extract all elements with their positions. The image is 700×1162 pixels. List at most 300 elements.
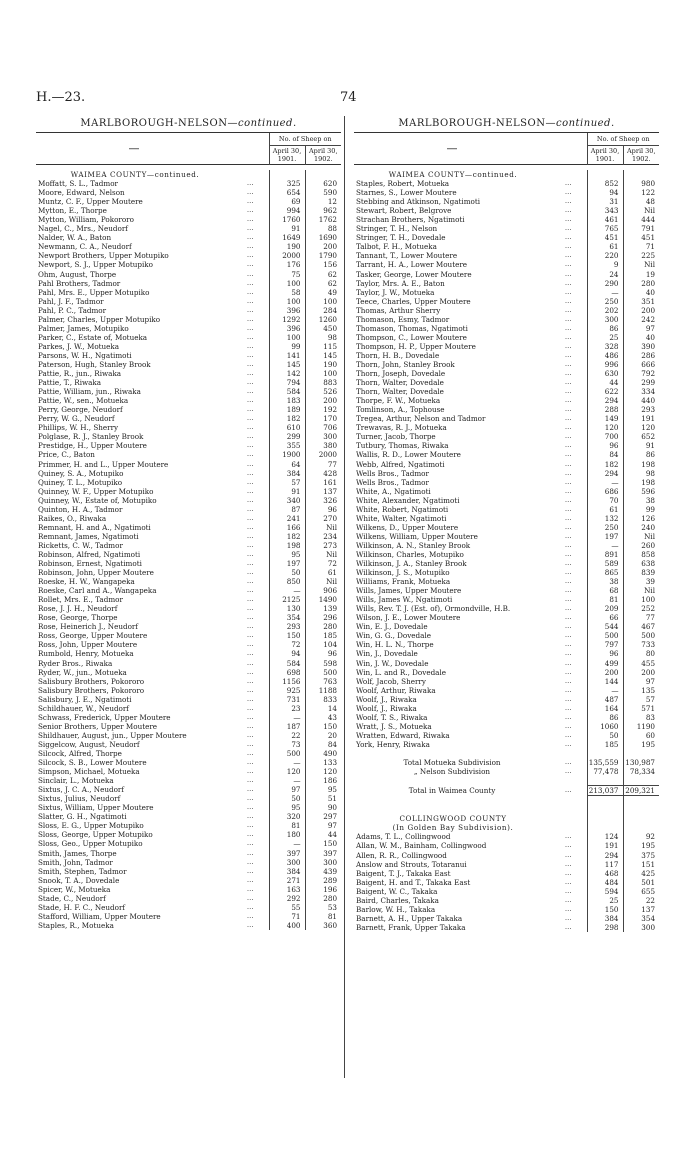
- spacer: [623, 823, 659, 832]
- leader-dots: ...: [246, 549, 254, 558]
- sheep-1901: 68: [587, 586, 623, 595]
- table-row: [36, 306, 341, 315]
- owner-name: Thomas, Arthur Sherry: [356, 305, 441, 315]
- total-nelson-row: [354, 767, 659, 776]
- table-row: [354, 387, 659, 396]
- leader-dots: ...: [564, 296, 572, 305]
- sheep-1902: 198: [623, 478, 659, 487]
- leader-dots: ...: [246, 920, 254, 929]
- sheep-1901: 187: [269, 722, 305, 731]
- leader-dots: ...: [564, 649, 572, 658]
- sheep-1902: 104: [305, 640, 341, 649]
- sheep-1901: 95: [269, 803, 305, 812]
- table-row: [36, 849, 341, 858]
- sheep-1901: 198: [269, 541, 305, 550]
- spacer: [550, 749, 587, 758]
- table-row: [36, 505, 341, 514]
- table-row: [354, 224, 659, 233]
- owner-name: Barnett, A. H., Upper Takaka: [356, 913, 463, 923]
- leader-dots: ...: [246, 794, 254, 803]
- sheep-1901: 81: [269, 821, 305, 830]
- total-county-1902: 209,321: [623, 786, 659, 796]
- owner-name: Turner, Jacob, Thorpe: [356, 432, 436, 442]
- sheep-1901: 220: [587, 251, 623, 260]
- sheep-1901: 630: [587, 369, 623, 378]
- sheep-1901: 96: [587, 441, 623, 450]
- owner-name: Wilkens, William, Upper Moutere: [356, 531, 478, 541]
- sheep-1902: 96: [305, 649, 341, 658]
- sheep-1901: —: [587, 541, 623, 550]
- table-row: [36, 821, 341, 830]
- total-motueka-1901: 135,559: [587, 758, 623, 767]
- leader-dots: ...: [564, 595, 572, 604]
- leader-dots: ...: [246, 341, 254, 350]
- sheep-1902: 126: [623, 514, 659, 523]
- table-row: [354, 887, 659, 896]
- table-row: [354, 514, 659, 523]
- owner-name: Thorn, John, Stanley Brook: [356, 359, 455, 369]
- sheep-1902: 280: [623, 279, 659, 288]
- owner-name: Thorn, Walter, Dovedale: [356, 378, 444, 388]
- table-row: [36, 767, 341, 776]
- sheep-1902: 186: [305, 776, 341, 785]
- leader-dots: ...: [246, 857, 254, 866]
- table-row: [36, 622, 341, 631]
- leader-dots: ...: [564, 495, 572, 504]
- leader-dots: ...: [564, 913, 572, 922]
- leader-dots: ...: [564, 540, 572, 549]
- leader-dots: ...: [564, 895, 572, 904]
- owner-name: Schildhauer, W., Neudorf: [38, 703, 129, 713]
- table-row: [36, 677, 341, 686]
- owner-name: Robinson, Alfred, Ngatimoti: [38, 549, 141, 559]
- sheep-1902: Nil: [623, 206, 659, 215]
- leader-dots: ...: [246, 667, 254, 676]
- table-row: [36, 812, 341, 821]
- sheep-1902: 242: [623, 315, 659, 324]
- sheep-1902: 196: [305, 885, 341, 894]
- spacer: [587, 814, 623, 823]
- sheep-1902: 467: [623, 622, 659, 631]
- leader-dots: ...: [564, 369, 572, 378]
- sheep-1901: 141: [269, 351, 305, 360]
- sheep-1901: 130: [269, 604, 305, 613]
- sheep-1901: 250: [587, 523, 623, 532]
- table-row: [36, 351, 341, 360]
- leader-dots: ...: [246, 685, 254, 694]
- table-row: [354, 740, 659, 749]
- sheep-1901: 166: [269, 523, 305, 532]
- sheep-1901: 94: [587, 188, 623, 197]
- table-row: [36, 487, 341, 496]
- leader-dots: ...: [246, 540, 254, 549]
- owner-name: Staples, R., Motueka: [38, 920, 114, 930]
- table-row: [36, 279, 341, 288]
- leader-dots: ...: [564, 631, 572, 640]
- leader-dots: ...: [564, 468, 572, 477]
- leader-dots: ...: [564, 703, 572, 712]
- leader-dots: ...: [564, 868, 572, 877]
- sheep-1901: 797: [587, 640, 623, 649]
- owner-name: Stringer, T. H., Dovedale: [356, 233, 446, 243]
- table-row: [36, 885, 341, 894]
- leader-dots: ...: [564, 224, 572, 233]
- column-divider: [344, 116, 345, 1078]
- leader-dots: ...: [246, 369, 254, 378]
- sheep-1901: 1649: [269, 233, 305, 242]
- owner-name: Senior Brothers, Upper Moutere: [38, 721, 158, 731]
- leader-dots: ...: [564, 850, 572, 859]
- owner-name: Tregea, Arthur, Nelson and Tadmor: [356, 414, 486, 424]
- sheep-1902: 135: [623, 686, 659, 695]
- table-row: [354, 731, 659, 740]
- spacer: [550, 814, 587, 823]
- sheep-1902: 83: [623, 713, 659, 722]
- leader-dots: ...: [246, 251, 254, 260]
- sheep-1901: 300: [587, 315, 623, 324]
- spacer-row: [354, 776, 659, 786]
- sheep-1902: 225: [623, 251, 659, 260]
- table-row: [36, 532, 341, 541]
- leader-dots: ...: [246, 577, 254, 586]
- table-row: [36, 315, 341, 324]
- leader-dots: ...: [564, 188, 572, 197]
- sheep-1901: 698: [269, 668, 305, 677]
- sheep-1902: 120: [623, 423, 659, 432]
- table-row: [36, 478, 341, 487]
- table-row: [354, 905, 659, 914]
- table-row: [36, 260, 341, 269]
- owner-name: Ross, John, Upper Moutere: [38, 640, 138, 650]
- spacer: [550, 823, 587, 832]
- sheep-1901: 91: [269, 224, 305, 233]
- leader-dots: ...: [246, 893, 254, 902]
- leader-dots: ...: [564, 559, 572, 568]
- spacer: [623, 796, 659, 806]
- sheep-1901: 355: [269, 441, 305, 450]
- owner-name: Stewart, Robert, Belgrove: [356, 206, 452, 216]
- table-row: [36, 876, 341, 885]
- sheep-1901: 925: [269, 686, 305, 695]
- spacer: [550, 796, 587, 806]
- leader-dots: ...: [564, 568, 572, 577]
- leader-dots: ...: [246, 622, 254, 631]
- sheep-1901: —: [269, 586, 305, 595]
- leader-dots: ...: [564, 378, 572, 387]
- table-row: [36, 378, 341, 387]
- leader-dots: ...: [246, 359, 254, 368]
- sheep-1901: 44: [587, 378, 623, 387]
- owner-name: Taylor, Mrs. A. E., Baton: [356, 278, 445, 288]
- sheep-1901: 294: [587, 851, 623, 860]
- sheep-1902: 500: [305, 668, 341, 677]
- owner-name: Ricketts, C. W., Tadmor: [38, 540, 123, 550]
- spacer-row: [354, 805, 659, 814]
- leader-dots: ...: [564, 694, 572, 703]
- leader-dots: ...: [246, 477, 254, 486]
- section-heading-row: [36, 170, 341, 179]
- table-row: [36, 441, 341, 450]
- owner-name: Woolf, Arthur, Riwaka: [356, 685, 436, 695]
- sheep-1902: 297: [305, 812, 341, 821]
- table-row: [354, 923, 659, 932]
- leader-dots: ...: [246, 595, 254, 604]
- owner-name: Moore, Edward, Nelson: [38, 188, 125, 198]
- leader-dots: ...: [564, 513, 572, 522]
- leader-dots: ...: [564, 549, 572, 558]
- leader-dots: ...: [246, 441, 254, 450]
- leader-dots: ...: [564, 604, 572, 613]
- sheep-1902: 1762: [305, 215, 341, 224]
- sheep-1901: 25: [587, 896, 623, 905]
- owner-name: Thorpe, F. W., Motueka: [356, 396, 441, 406]
- leader-dots: ...: [564, 242, 572, 251]
- table-row: [36, 839, 341, 848]
- sheep-1901: 182: [587, 460, 623, 469]
- table-row: [354, 704, 659, 713]
- sheep-1902: 906: [305, 586, 341, 595]
- sheep-1901: 22: [269, 731, 305, 740]
- sheep-1901: 241: [269, 514, 305, 523]
- sheep-1901: 850: [269, 577, 305, 586]
- owner-name: Shildhauer, August, jun., Upper Moutere: [38, 730, 187, 740]
- sheep-1901: 451: [587, 233, 623, 242]
- owner-name: White, A., Ngatimoti: [356, 486, 431, 496]
- owner-name: Sloss, Geo., Upper Motupiko: [38, 839, 143, 849]
- sheep-1902: 99: [623, 505, 659, 514]
- sheep-1901: 86: [587, 713, 623, 722]
- owner-name: Polglase, R. J., Stanley Brook: [38, 432, 144, 442]
- table-row: [36, 830, 341, 839]
- owner-name: Smith, John, Tadmor: [38, 857, 113, 867]
- sheep-1902: 100: [305, 369, 341, 378]
- sheep-1901: 86: [587, 324, 623, 333]
- spacer: [550, 170, 587, 179]
- owner-name: Salisbury Brothers, Pokororo: [38, 685, 145, 695]
- sheep-1902: 14: [305, 704, 341, 713]
- sheep-1902: 39: [623, 577, 659, 586]
- leader-dots: ...: [246, 604, 254, 613]
- table-row: [36, 469, 341, 478]
- sheep-1901: 400: [269, 921, 305, 930]
- leader-dots: ...: [246, 848, 254, 857]
- table-row: [36, 414, 341, 423]
- leader-dots: ...: [564, 658, 572, 667]
- sheep-1901: 58: [269, 288, 305, 297]
- owner-name: Silcock, Alfred, Thorpe: [38, 749, 122, 758]
- table-row: [36, 559, 341, 568]
- sheep-1901: —: [269, 713, 305, 722]
- sheep-1901: 996: [587, 360, 623, 369]
- sheep-1902: 652: [623, 432, 659, 441]
- leader-dots: ...: [246, 812, 254, 821]
- sheep-1901: 1900: [269, 450, 305, 459]
- sheep-1902: 450: [305, 324, 341, 333]
- sheep-1902: 375: [623, 851, 659, 860]
- sheep-1902: Nil: [623, 260, 659, 269]
- sheep-1902: 284: [305, 306, 341, 315]
- sheep-1902: 833: [305, 695, 341, 704]
- sheep-1901: 61: [587, 505, 623, 514]
- leader-dots: ...: [564, 197, 572, 206]
- sheep-1902: 596: [623, 487, 659, 496]
- owner-name: Thorn, H. B., Dovedale: [356, 350, 440, 360]
- sheep-1901: 294: [587, 469, 623, 478]
- sheep-1901: 1060: [587, 722, 623, 731]
- no-of-sheep-header: No. of Sheep on: [587, 133, 659, 146]
- leader-dots: ...: [564, 904, 572, 913]
- owner-name: Win, L. and R., Dovedale: [356, 667, 447, 677]
- table-row: [354, 914, 659, 923]
- spacer: [550, 776, 587, 786]
- sheep-1901: 182: [269, 414, 305, 423]
- owner-name: Parsons, W. H., Ngatimoti: [38, 350, 132, 360]
- left-rows: [36, 170, 341, 930]
- sheep-1902: 77: [305, 460, 341, 469]
- date-1901-header: April 30, 1901.: [269, 146, 305, 165]
- sheep-1902: 390: [623, 342, 659, 351]
- owner-name: Roeske, H. W., Wangapeka: [38, 577, 135, 587]
- owner-name: Barnett, Frank, Upper Takaka: [356, 922, 466, 932]
- owner-name: Pattie, W., sen., Motueka: [38, 396, 129, 406]
- sheep-1901: 189: [269, 405, 305, 414]
- sheep-1902: 666: [623, 360, 659, 369]
- owner-name: Win, H. L. N., Thorpe: [356, 640, 434, 650]
- sheep-1901: 461: [587, 215, 623, 224]
- sheep-1901: 132: [587, 514, 623, 523]
- sheep-1902: 40: [623, 288, 659, 297]
- sheep-1901: 765: [587, 224, 623, 233]
- spacer: [354, 796, 550, 806]
- table-row: [354, 460, 659, 469]
- owner-name: Thorn, Walter, Dovedale: [356, 387, 444, 397]
- sheep-table-right: [354, 132, 659, 932]
- spacer: [269, 170, 305, 179]
- sheep-1902: 84: [305, 740, 341, 749]
- table-row: [354, 297, 659, 306]
- sheep-1902: 80: [623, 649, 659, 658]
- sheep-1901: 73: [269, 740, 305, 749]
- sheep-1902: 763: [305, 677, 341, 686]
- leader-dots: ...: [246, 504, 254, 513]
- leader-dots: ...: [246, 712, 254, 721]
- sheep-1901: 484: [587, 878, 623, 887]
- table-row: [36, 803, 341, 812]
- sheep-1902: 57: [623, 695, 659, 704]
- owner-name: Pahl, J. F., Tadmor: [38, 296, 104, 306]
- sheep-1902: 185: [305, 631, 341, 640]
- sheep-1901: 298: [587, 923, 623, 932]
- table-row: [36, 396, 341, 405]
- sheep-1901: 292: [269, 894, 305, 903]
- leader-dots: ...: [564, 767, 572, 776]
- table-row: [354, 869, 659, 878]
- total-nelson-1902: 78,334: [623, 767, 659, 776]
- sheep-1901: 87: [269, 505, 305, 514]
- table-row: [354, 613, 659, 622]
- spacer-row: [354, 749, 659, 758]
- table-row: [36, 577, 341, 586]
- table-row: [354, 369, 659, 378]
- table-row: [36, 867, 341, 876]
- leader-dots: ...: [246, 323, 254, 332]
- owner-name: Webb, Alfred, Ngatimoti: [356, 459, 445, 469]
- sheep-1902: 280: [305, 622, 341, 631]
- sheep-1901: 72: [269, 640, 305, 649]
- leader-dots: ...: [564, 179, 572, 188]
- table-row: [354, 378, 659, 387]
- table-row: [354, 722, 659, 731]
- leader-dots: ...: [564, 441, 572, 450]
- table-row: [354, 342, 659, 351]
- leader-dots: ...: [246, 586, 254, 595]
- collingwood-subheading: (In Golden Bay Subdivision).: [392, 823, 514, 833]
- sheep-1901: 891: [587, 550, 623, 559]
- leader-dots: ...: [564, 886, 572, 895]
- owner-name: Thompson, H. P., Upper Moutere: [356, 341, 476, 351]
- owner-name: Rose, Heinerich J., Neudorf: [38, 622, 138, 632]
- sheep-1902: 397: [305, 849, 341, 858]
- table-row: [36, 179, 341, 188]
- leader-dots: ...: [246, 179, 254, 188]
- sheep-1902: 191: [623, 414, 659, 423]
- table-row: [354, 251, 659, 260]
- sheep-1902: 300: [305, 858, 341, 867]
- leader-dots: ...: [564, 215, 572, 224]
- sheep-1901: 794: [269, 378, 305, 387]
- sheep-1901: 61: [587, 242, 623, 251]
- spacer: [587, 749, 623, 758]
- leader-dots: ...: [246, 866, 254, 875]
- sheep-1902: 1260: [305, 315, 341, 324]
- sheep-1902: 425: [623, 869, 659, 878]
- leader-dots: ...: [246, 305, 254, 314]
- owner-name: Newport Brothers, Upper Motupiko: [38, 251, 169, 261]
- owner-name: Pahl Brothers, Tadmor: [38, 278, 121, 288]
- sheep-1901: 71: [269, 912, 305, 921]
- sheep-1902: Nil: [305, 550, 341, 559]
- owner-name: Pahl, P. C., Tadmor: [38, 305, 107, 315]
- sheep-1902: 51: [305, 794, 341, 803]
- table-row: [36, 794, 341, 803]
- section-heading: WAIMEA COUNTY—continued.: [388, 170, 518, 179]
- owner-name: Pattie, T., Riwaka: [38, 378, 102, 388]
- table-row: [36, 903, 341, 912]
- sheep-1901: 24: [587, 270, 623, 279]
- table-row: [354, 306, 659, 315]
- sheep-1901: 142: [269, 369, 305, 378]
- leader-dots: ...: [564, 414, 572, 423]
- table-row: [354, 668, 659, 677]
- sheep-1902: 100: [623, 595, 659, 604]
- leader-dots: ...: [246, 730, 254, 739]
- sheep-1901: 185: [587, 740, 623, 749]
- sheep-1901: 164: [587, 704, 623, 713]
- sheep-1901: 622: [587, 387, 623, 396]
- sheep-1901: 288: [587, 405, 623, 414]
- column-title-continued: continued.: [555, 118, 615, 129]
- spacer: [623, 805, 659, 814]
- sheep-1901: 96: [587, 649, 623, 658]
- date-1902-header: April 30, 1902.: [623, 146, 659, 165]
- table-row: [354, 878, 659, 887]
- table-row: [36, 197, 341, 206]
- sheep-1902: 598: [305, 659, 341, 668]
- table-row: [36, 749, 341, 758]
- sheep-1902: 296: [305, 613, 341, 622]
- owner-name: Anslow and Strouts, Totaranui: [356, 859, 467, 869]
- owner-name: Strachan Brothers, Ngatimoti: [356, 215, 465, 225]
